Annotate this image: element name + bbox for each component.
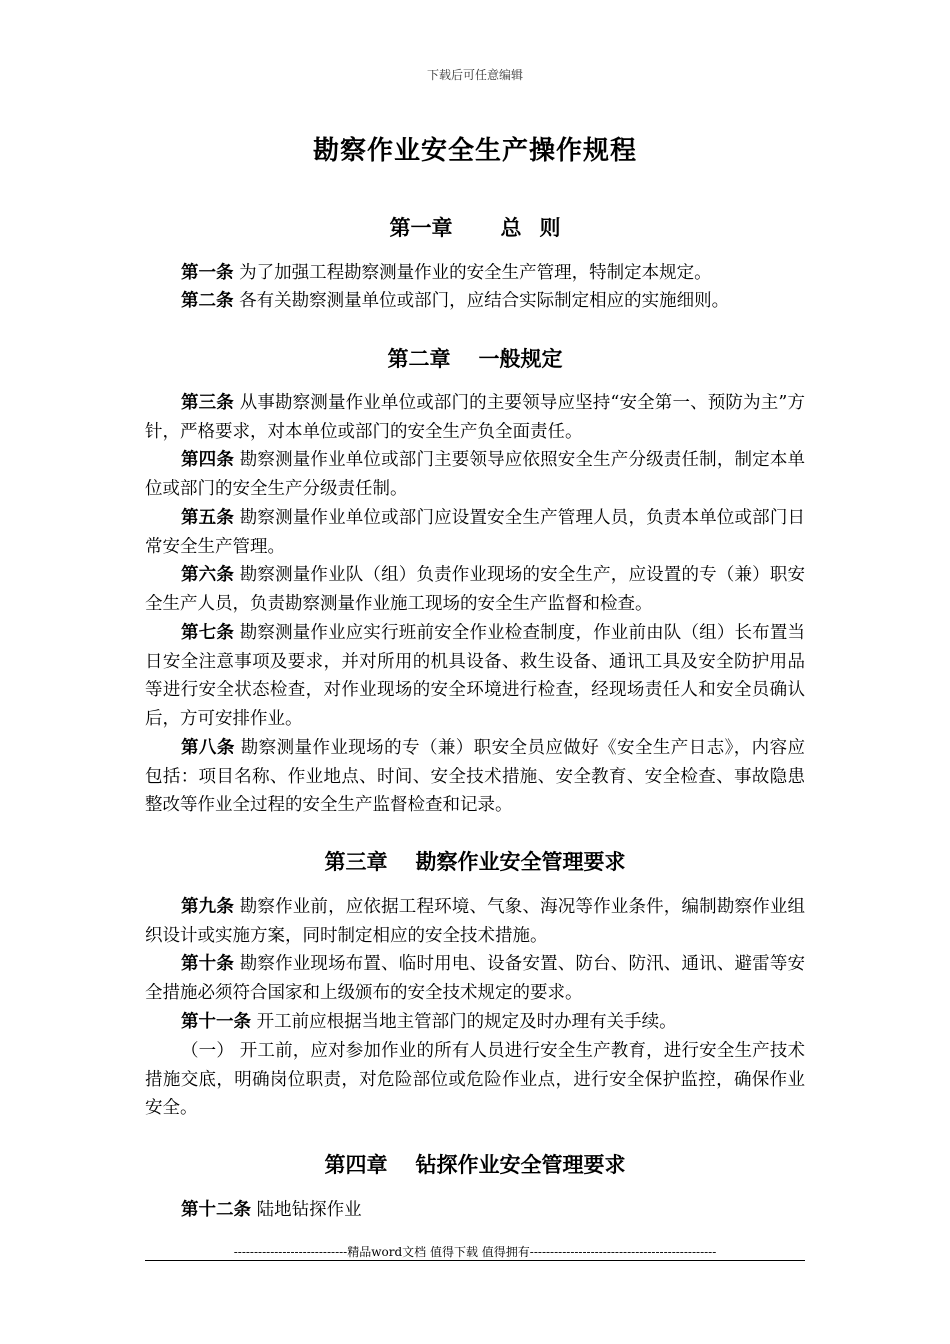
chapter-name: 钻探作业安全管理要求: [415, 1153, 626, 1177]
article: [145, 504, 805, 561]
article-text: 勘察测量作业单位或部门应设置安全生产管理人员，负责本单位或部门日常安全生产管理。: [145, 508, 805, 557]
article-text: 勘察作业前，应依据工程环境、气象、海况等作业条件，编制勘察作业组织设计或实施方案，同时制定相应的安全技术措施。: [145, 897, 805, 946]
sub-clause: [145, 1037, 805, 1123]
article-text: 勘察测量作业单位或部门主要领导应依照安全生产分级责任制，制定本单位或部门的安全生产分级责任制。: [145, 450, 805, 499]
article-label: 第六条: [181, 565, 235, 585]
chapter-name-part: 则: [539, 216, 561, 240]
article-label: 第七条: [181, 623, 235, 643]
article-text: 各有关勘察测量单位或部门，应结合实际制定相应的实施细则。: [239, 291, 730, 311]
article-text: 开工前应根据当地主管部门的规定及时办理有关手续。: [256, 1012, 677, 1032]
chapter-heading-3: [0, 846, 950, 876]
chapter-number: 第三章: [324, 850, 388, 874]
article: [145, 1196, 805, 1225]
article-text: 为了加强工程勘察测量作业的安全生产管理，特制定本规定。: [239, 263, 712, 283]
chapter-number: 第四章: [324, 1153, 388, 1177]
article-text: 陆地钻探作业: [256, 1200, 362, 1220]
sub-clause-text: 开工前，应对参加作业的所有人员进行安全生产教育，进行安全生产技术措施交底，明确岗位职责，对危险部位或危险作业点，进行安全保护监控，确保作业安全。: [145, 1041, 805, 1119]
chapter-heading-2: [0, 343, 950, 373]
article-label: 第四条: [181, 450, 235, 470]
article: [145, 893, 805, 950]
article-label: 第八条: [181, 738, 235, 758]
chapter-heading-4: [0, 1149, 950, 1179]
article: [145, 446, 805, 503]
document-title: 勘察作业安全生产操作规程: [312, 136, 637, 166]
article-label: 第十一条: [181, 1012, 251, 1032]
article-text: 从事勘察测量作业单位或部门的主要领导应坚持“安全第一、预防为主”方针，严格要求，对本单位或部门的安全生产负全面责任。: [145, 393, 805, 442]
article: [145, 619, 805, 733]
footer-text: ----------------------------精品word文档 值得下载 值得拥有----------------------------------------------: [233, 1245, 717, 1259]
article-label: 第一条: [181, 263, 234, 283]
article: [145, 1008, 805, 1037]
chapter-number: 第二章: [387, 347, 451, 371]
chapter-heading-1: [0, 212, 950, 242]
chapter-name-part: 总: [500, 216, 522, 240]
article: [145, 734, 805, 820]
article-label: 第五条: [181, 508, 235, 528]
article-text: 勘察测量作业队（组）负责作业现场的安全生产，应设置的专（兼）职安全生产人员，负责勘察测量作业施工现场的安全生产监督和检查。: [145, 565, 805, 614]
article-label: 第二条: [181, 291, 234, 311]
article-label: 第三条: [181, 393, 234, 413]
article-label: 第九条: [181, 897, 235, 917]
chapter-name: 勘察作业安全管理要求: [415, 850, 626, 874]
article: [145, 259, 805, 288]
article-label: 第十条: [181, 954, 235, 974]
article-text: 勘察作业现场布置、临时用电、设备安置、防台、防汛、通讯、避雷等安全措施必须符合国家和上级颁布的安全技术规定的要求。: [145, 954, 805, 1003]
article: [145, 389, 805, 446]
article-text: 勘察测量作业现场的专（兼）职安全员应做好《安全生产日志》，内容应包括：项目名称、作业地点、时间、安全技术措施、安全教育、安全检查、事故隐患整改等作业全过程的安全生产监督检查和记录。: [145, 738, 805, 816]
article: [145, 950, 805, 1007]
article-text: 勘察测量作业应实行班前安全作业检查制度，作业前由队（组）长布置当日安全注意事项及要求，并对所用的机具设备、救生设备、通讯工具及安全防护用品等进行安全状态检查，对作业现场的安全环境进行检查，经现场责任人和安全员确认后，方可安排作业。: [145, 623, 805, 729]
article: [145, 287, 805, 316]
header-note: 下载后可任意编辑: [426, 68, 523, 82]
sub-clause-label: （一）: [181, 1041, 235, 1061]
chapter-number: 第一章: [389, 216, 453, 240]
article-label: 第十二条: [181, 1200, 251, 1220]
chapter-name: 一般规定: [478, 347, 563, 371]
footer-divider: [145, 1260, 805, 1261]
article: [145, 561, 805, 618]
